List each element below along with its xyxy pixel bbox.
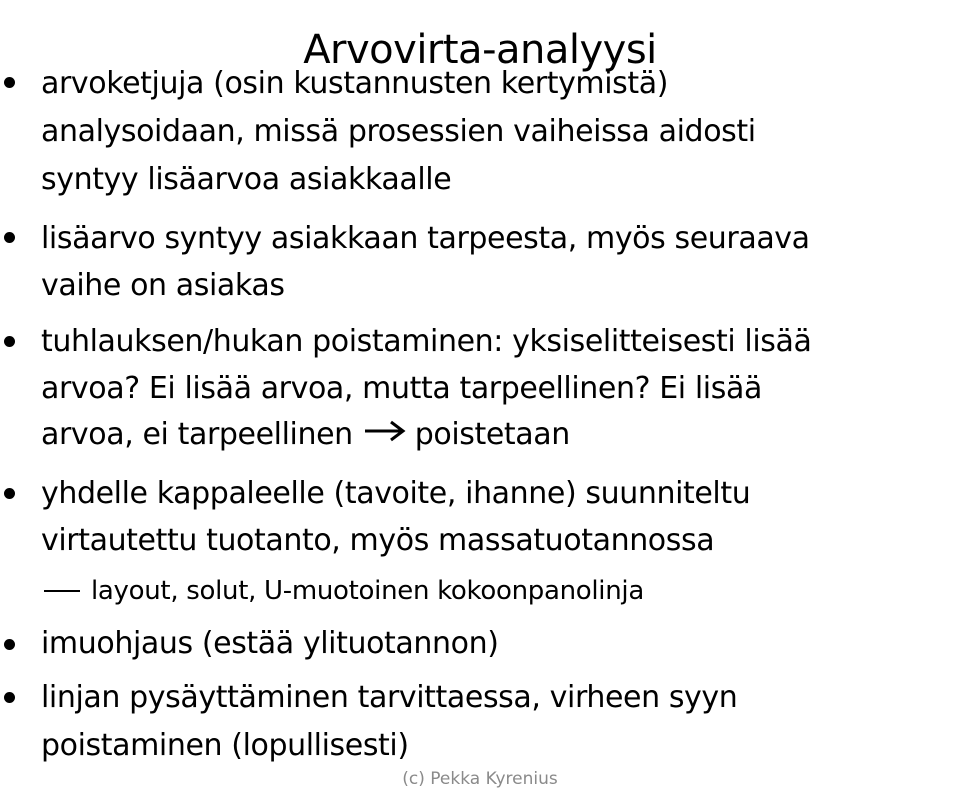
bullet-dot-icon <box>4 77 15 88</box>
bullet-dot-icon <box>4 488 15 499</box>
bullet-line: lisäarvo syntyy asiakkaan tarpeesta, myös seuraava <box>41 221 810 256</box>
footer-credit: (c) Pekka Kyrenius <box>402 769 558 789</box>
arrow-line-after: poistetaan <box>414 417 570 452</box>
bullet-line: arvoa? Ei lisää arvoa, mutta tarpeellinen? Ei lisää <box>41 371 762 406</box>
bullet-dot-icon <box>4 692 15 703</box>
bullet-line: yhdelle kappaleelle (tavoite, ihanne) suunniteltu <box>41 476 751 511</box>
bullet-line: vaihe on asiakas <box>41 268 285 303</box>
bullet-dot-icon <box>4 639 15 650</box>
bullet-line: poistaminen (lopullisesti) <box>41 728 409 763</box>
bullet-line: analysoidaan, missä prosessien vaiheissa aidosti <box>41 114 756 149</box>
bullet-line-with-arrow <box>41 415 570 456</box>
bullet-line: tuhlauksen/hukan poistaminen: yksiselitteisesti lisää <box>41 324 812 359</box>
sub-bullet-line: layout, solut, U-muotoinen kokoonpanolinja <box>91 576 644 606</box>
bullet-line: imuohjaus (estää ylituotannon) <box>41 626 499 661</box>
right-arrow-icon <box>363 413 407 453</box>
arrow-line-before: arvoa, ei tarpeellinen <box>41 417 353 452</box>
bullet-dot-icon <box>4 232 15 243</box>
bullet-line: virtautettu tuotanto, myös massatuotannossa <box>41 523 715 558</box>
bullet-line: arvoketjuja (osin kustannusten kertymistä) <box>41 66 669 101</box>
bullet-line: syntyy lisäarvoa asiakkaalle <box>41 162 452 197</box>
slide-title: Arvovirta-analyysi <box>303 26 657 73</box>
bullet-line: linjan pysäyttäminen tarvittaessa, virheen syyn <box>41 680 738 715</box>
bullet-dot-icon <box>4 336 15 347</box>
dash-icon <box>44 590 80 592</box>
